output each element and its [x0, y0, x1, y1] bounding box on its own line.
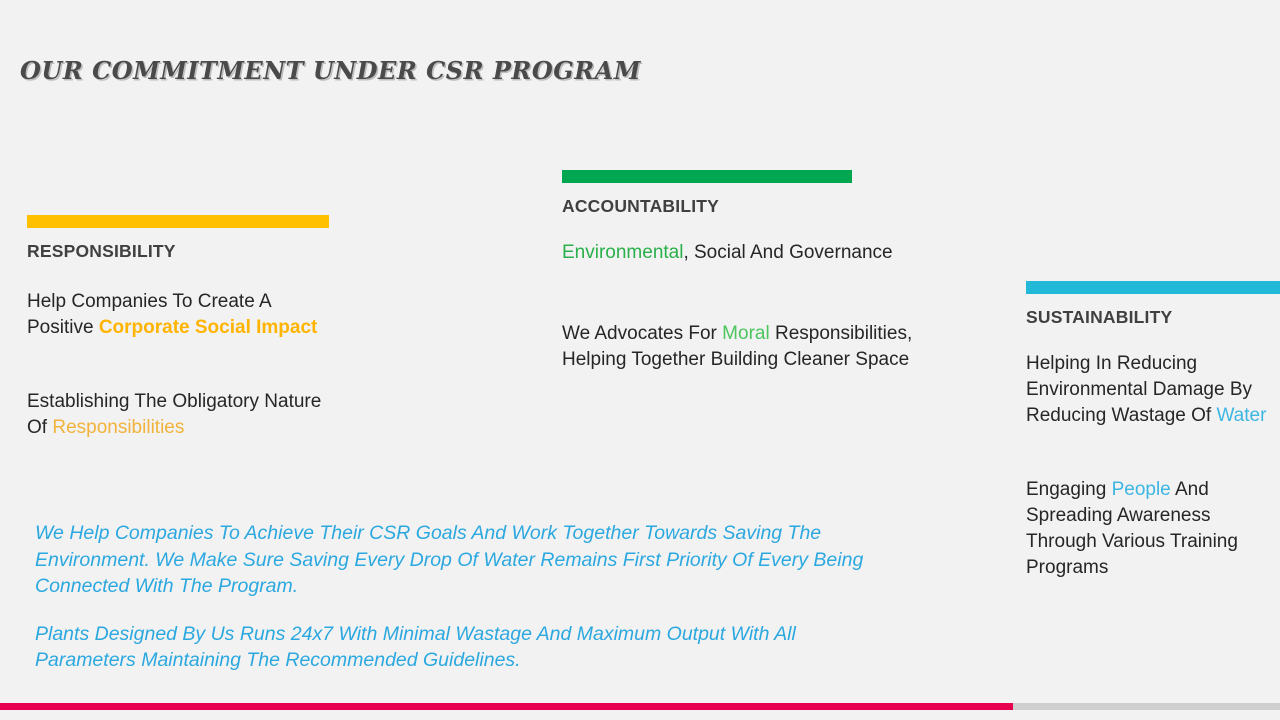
- accountability-accent-bar: [562, 170, 852, 183]
- accountability-body: [562, 240, 913, 373]
- sustainability-para-2-text-b: And Spreading Awareness Through Various Training Programs: [1026, 479, 1238, 579]
- sustainability-para-1-highlight: Water: [1216, 405, 1267, 427]
- sustainability-accent-bar: [1026, 281, 1280, 294]
- sustainability-body: [1026, 351, 1280, 581]
- footer-bar-right: [1013, 703, 1280, 710]
- accountability-para-2-text-a: We Advocates For: [562, 323, 723, 345]
- column-sustainability: [1026, 281, 1280, 581]
- accountability-heading: ACCOUNTABILITY: [562, 196, 720, 216]
- column-responsibility: [27, 215, 329, 441]
- responsibility-body: [27, 289, 329, 441]
- responsibility-accent-bar: [27, 215, 329, 228]
- responsibility-heading: RESPONSIBILITY: [27, 241, 176, 261]
- responsibility-para-2: [27, 389, 329, 441]
- responsibility-para-1: [27, 289, 329, 341]
- page-title: OUR COMMITMENT UNDER CSR PROGRAM: [20, 56, 641, 85]
- summary-note-2: Plants Designed By Us Runs 24x7 With Minimal Wastage And Maximum Output With All Parameters Maintaining The Recommended Guidelines.: [35, 622, 796, 672]
- accountability-para-1-text: , Social And Governance: [683, 242, 893, 263]
- accountability-para-2: [562, 321, 922, 373]
- sustainability-heading: SUSTAINABILITY: [1026, 307, 1173, 327]
- responsibility-para-2-highlight: Responsibilities: [52, 417, 185, 439]
- summary-notes: [35, 520, 890, 674]
- accountability-para-2-highlight: Moral: [722, 323, 770, 345]
- sustainability-para-2-text-a: Engaging: [1026, 479, 1112, 501]
- accountability-para-1: [562, 240, 922, 266]
- accountability-para-2-text-b: Responsibilities, Helping Together Building Cleaner Space: [562, 323, 913, 371]
- sustainability-para-1-text: Helping In Reducing Environmental Damage By Reducing Wastage Of: [1026, 353, 1252, 427]
- summary-note-1: We Help Companies To Achieve Their CSR Goals And Work Together Towards Saving The Environment. We Make Sure Saving Every Drop Of Water Remains First Priority Of Every Being Connected With The Program.: [35, 522, 864, 598]
- sustainability-para-2: [1026, 477, 1280, 581]
- sustainability-para-2-highlight: People: [1111, 479, 1171, 501]
- responsibility-para-1-highlight: Corporate Social Impact: [98, 317, 318, 339]
- column-accountability: [562, 170, 913, 373]
- responsibility-para-1-text: Help Companies To Create A Positive: [27, 291, 271, 339]
- footer-bar-left: [0, 703, 1013, 710]
- sustainability-para-1: [1026, 351, 1280, 429]
- accountability-para-1-highlight: Environmental: [562, 242, 684, 263]
- responsibility-para-2-text: Establishing The Obligatory Nature Of: [27, 391, 322, 439]
